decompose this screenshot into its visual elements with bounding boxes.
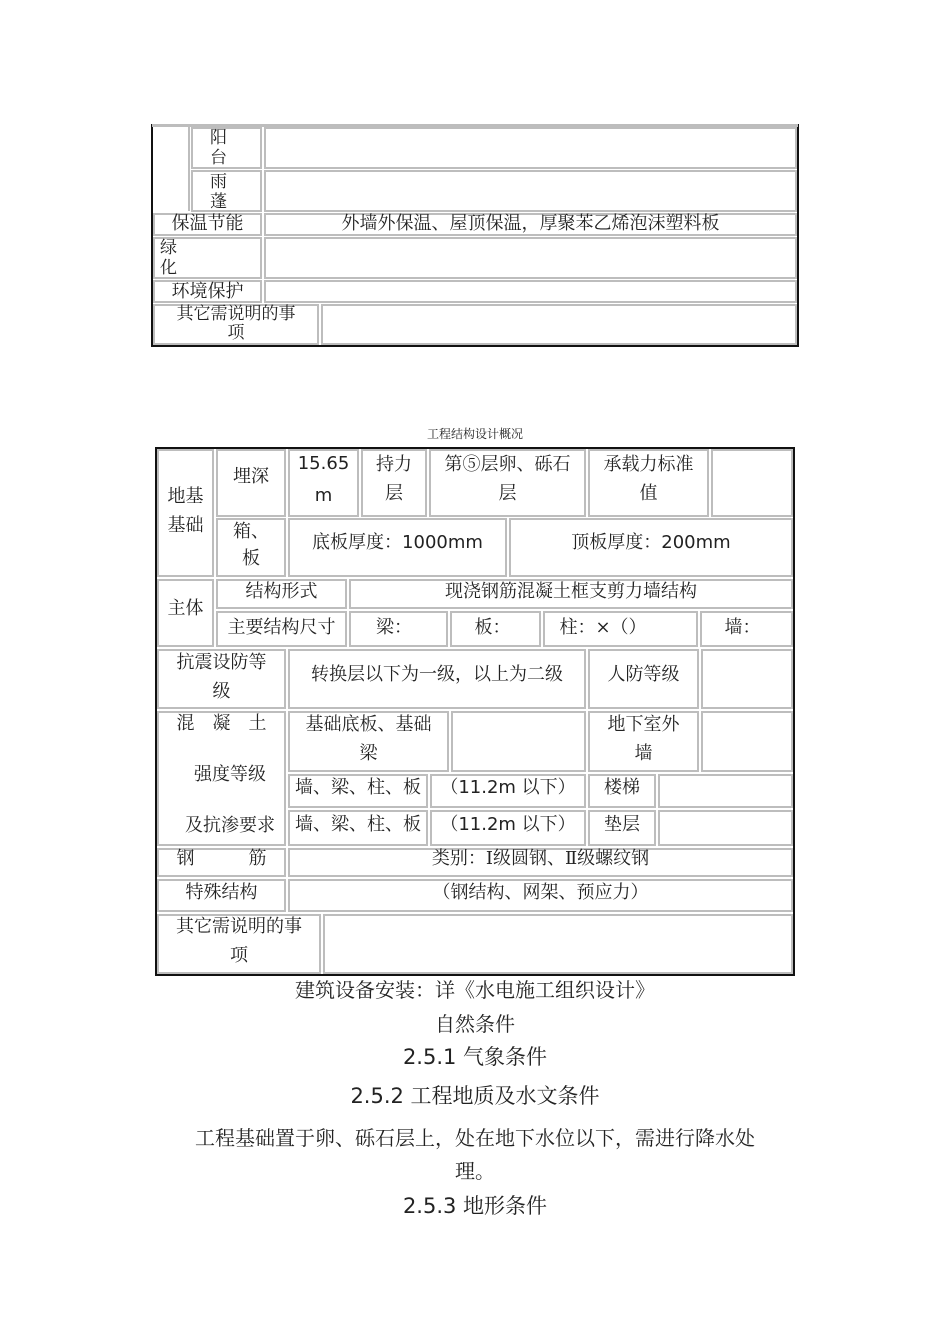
t2-rebar-value: 类别：Ⅰ级圆钢、Ⅱ级螺纹钢 bbox=[431, 848, 650, 869]
t2-basement-wall: 地下室外 墙 bbox=[607, 714, 680, 764]
t1-other-value-cell bbox=[321, 304, 797, 345]
t2-wall: 墙： bbox=[724, 617, 761, 638]
t2-stairs: 楼梯 bbox=[604, 777, 640, 798]
t2-foundation-slab-beam-value-cell bbox=[451, 711, 586, 772]
t2-wbcs-1: 墙、梁、柱、板 bbox=[295, 777, 421, 798]
t2-seismic-value: 转换层以下为一级，以上为二级 bbox=[311, 664, 563, 685]
t2-top-thickness: 顶板厚度：200mm bbox=[571, 532, 731, 553]
t1-greening-label: 绿 化 bbox=[160, 238, 177, 278]
t2-bearing-value: 第⑤层卵、砾石 层 bbox=[444, 454, 571, 504]
t2-capacity-value-cell bbox=[711, 449, 793, 517]
t2-concrete-label-3: 及抗渗要求 bbox=[185, 815, 275, 836]
t1-environment-value-cell bbox=[264, 280, 797, 303]
section-2-5-1-heading: 2.5.1 气象条件 bbox=[402, 1045, 548, 1069]
t1-greening-value-cell bbox=[264, 237, 797, 279]
t2-cushion-value-cell bbox=[658, 810, 793, 846]
t2-concrete-label-2: 强度等级 bbox=[194, 764, 266, 785]
t2-main-size-label: 主要结构尺寸 bbox=[227, 617, 336, 638]
t2-beam: 梁： bbox=[376, 617, 412, 638]
equipment-line: 建筑设备安装：详《水电施工组织设计》 bbox=[295, 978, 655, 1002]
t1-insulation-label: 保温节能 bbox=[171, 213, 244, 234]
t2-rebar-label: 钢 筋 bbox=[176, 848, 267, 869]
t1-environment-label: 环境保护 bbox=[171, 281, 244, 302]
t1-insulation-value: 外墙外保温、屋顶保温，厚聚苯乙烯泡沫塑料板 bbox=[341, 213, 720, 234]
t2-civil-defense-value-cell bbox=[701, 649, 793, 709]
section-2-5-3-heading: 2.5.3 地形条件 bbox=[402, 1194, 548, 1218]
t1-balcony-value-cell bbox=[264, 127, 797, 169]
t1-other-label: 其它需说明的事 项 bbox=[176, 304, 296, 343]
t2-wbcs-2: 墙、梁、柱、板 bbox=[295, 814, 421, 835]
geology-paragraph-line-2: 理。 bbox=[455, 1159, 495, 1183]
table-2-caption: 工程结构设计概况 bbox=[426, 427, 523, 441]
t2-main-label: 主体 bbox=[167, 598, 204, 619]
t2-bottom-thickness: 底板厚度：1000mm bbox=[312, 532, 483, 553]
t2-depth-label: 埋深 bbox=[233, 466, 269, 487]
t1-left-spacer bbox=[153, 127, 190, 211]
t1-canopy-value-cell bbox=[264, 170, 797, 212]
t2-basement-wall-value-cell bbox=[701, 711, 793, 772]
t2-other-label: 其它需说明的事 项 bbox=[176, 916, 302, 966]
t2-bearing-label: 持力 层 bbox=[376, 454, 412, 504]
t2-special-value: （钢结构、网架、预应力） bbox=[432, 882, 649, 903]
t2-column: 柱：×（） bbox=[559, 617, 647, 638]
geology-paragraph-line-1: 工程基础置于卵、砾石层上，处在地下水位以下，需进行降水处 bbox=[195, 1126, 755, 1150]
t2-special-label: 特殊结构 bbox=[185, 882, 258, 903]
t2-foundation-label: 地基 基础 bbox=[167, 486, 204, 536]
t1-balcony-label: 阳 台 bbox=[210, 128, 227, 168]
t2-structure-form-value: 现浇钢筋混凝土框支剪力墙结构 bbox=[445, 581, 697, 602]
natural-conditions-heading: 自然条件 bbox=[435, 1012, 515, 1036]
t2-depth-value: 15.65 m bbox=[297, 453, 350, 506]
t2-cushion: 垫层 bbox=[604, 814, 640, 835]
t2-concrete-label-1: 混 凝 土 bbox=[176, 713, 267, 734]
t2-below-2: （11.2m 以下） bbox=[440, 814, 576, 835]
section-2-5-2-heading: 2.5.2 工程地质及水文条件 bbox=[350, 1084, 600, 1108]
t2-capacity-label: 承载力标准 值 bbox=[603, 454, 694, 504]
t1-canopy-label: 雨 蓬 bbox=[210, 172, 227, 212]
t2-foundation-slab-beam: 基础底板、基础 梁 bbox=[305, 714, 432, 764]
t2-slab: 板： bbox=[474, 617, 511, 638]
t2-seismic-label: 抗震设防等 级 bbox=[176, 652, 267, 702]
t2-civil-defense-label: 人防等级 bbox=[607, 664, 680, 685]
t2-below-1: （11.2m 以下） bbox=[440, 777, 576, 798]
t2-other-value-cell bbox=[323, 914, 793, 974]
t2-box-label: 箱、 板 bbox=[233, 521, 269, 569]
t2-structure-form-label: 结构形式 bbox=[245, 581, 318, 602]
t2-stairs-value-cell bbox=[658, 774, 793, 808]
